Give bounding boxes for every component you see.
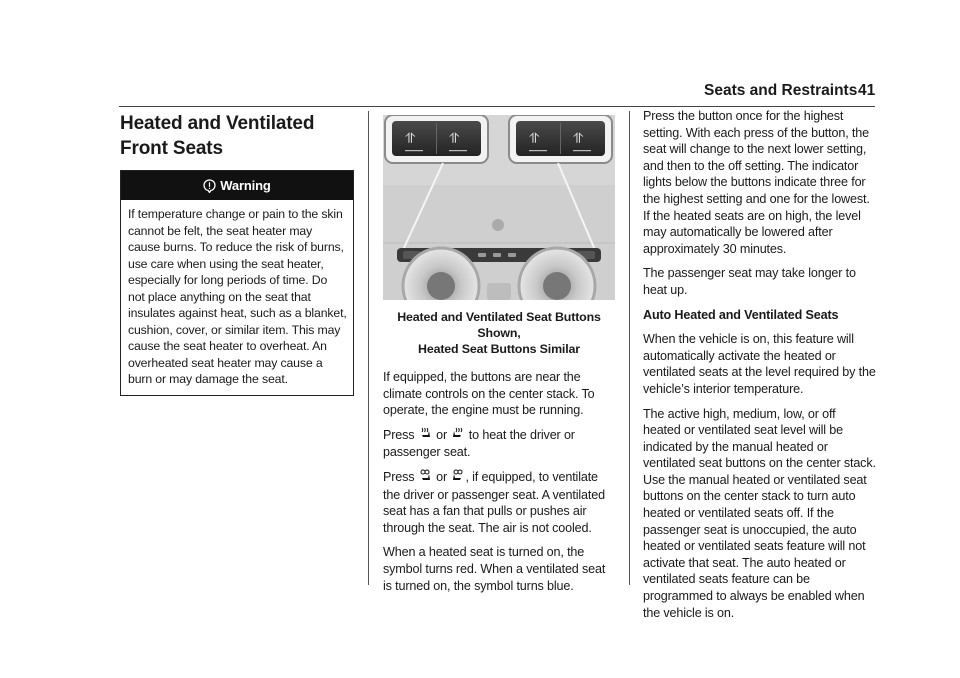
- section-title: Seats and Restraints: [704, 82, 858, 99]
- passenger-ventilated-seat-icon: [452, 469, 463, 487]
- svg-text:⥣: ⥣: [449, 131, 460, 147]
- driver-ventilated-seat-icon: [420, 469, 431, 487]
- svg-text:⥣: ⥣: [573, 131, 584, 147]
- header-rule: [119, 106, 875, 107]
- paragraph-ventilated-press: [383, 469, 615, 536]
- warning-icon: [203, 174, 216, 203]
- paragraph: If equipped, the buttons are near the climate controls on the center stack. To operate, the engine must be running.: [383, 370, 595, 418]
- passenger-heated-seat-icon: [452, 427, 463, 445]
- text-run: Press: [383, 469, 415, 484]
- page-number: 41: [858, 82, 876, 99]
- column-3: [643, 108, 876, 629]
- column-1: [120, 111, 354, 396]
- column-2: [383, 115, 615, 602]
- svg-text:⥣: ⥣: [405, 131, 416, 147]
- figure-caption: [383, 309, 615, 357]
- svg-text:⥣: ⥣: [529, 131, 540, 147]
- text-run: , if equipped, to ventilate the driver or passenger seat. A ventilated seat has a fan that pulls or pushes air through the seat. The air is not cooled.: [383, 469, 605, 535]
- text-run: to heat the driver or passenger seat.: [383, 427, 575, 460]
- driver-heated-seat-icon: [420, 427, 431, 445]
- subheading: Auto Heated and Ventilated Seats: [643, 307, 839, 322]
- text-run: Press: [383, 427, 415, 442]
- warning-box: [120, 170, 354, 396]
- column-divider-1: [368, 111, 369, 585]
- paragraph: When the vehicle is on, this feature will automatically activate the heated or ventilated seats at the level required by the vehicle’s interior temperature.: [643, 332, 876, 396]
- warning-label: Warning: [220, 178, 271, 193]
- paragraph: The active high, medium, low, or off heated or ventilated seat level will be indicated by the manual heated or ventilated seat buttons on the center stack. Use the manual heated or ventilated seat buttons on the center stack to turn auto heated or ventilated seats off. If the passenger seat is unoccupied, the auto heated or ventilated seats feature will not activate that seat. The auto heated or ventilated seats feature can be programmed to always be enabled when the vehicle is on.: [643, 406, 876, 620]
- paragraph: The passenger seat may take longer to heat up.: [643, 266, 856, 297]
- caption-line-1: Heated and Ventilated Seat Buttons Shown,: [397, 310, 601, 340]
- caption-line-2: Heated Seat Buttons Similar: [418, 342, 580, 356]
- text-run: or: [436, 469, 448, 484]
- text-run: or: [436, 427, 448, 442]
- seat-buttons-photo: [383, 115, 615, 300]
- section-heading: Heated and Ventilated Front Seats: [120, 113, 315, 159]
- column-divider-2: [629, 111, 630, 585]
- paragraph: When a heated seat is turned on, the symbol turns red. When a ventilated seat is turned on, the symbol turns blue.: [383, 545, 606, 593]
- paragraph: Press the button once for the highest setting. With each press of the button, the seat will change to the next lower setting, and then to the off setting. The indicator lights below the buttons indicate three for the highest setting and one for the lowest. If the heated seats are on high, the level may automatically be lowered after approximately 30 minutes.: [643, 109, 870, 256]
- paragraph-heated-press: [383, 427, 615, 461]
- warning-header: [121, 171, 353, 200]
- warning-text: If temperature change or pain to the skin cannot be felt, the seat heater may cause burns. To reduce the risk of burns, use care when using the seat heater, especially for long periods of time. Do not place anything on the seat that insulates against heat, such as a blanket, cushion, cover, or similar item. This may cause the seat heater to overheat. An overheated seat heater may cause a burn or may damage the seat.: [128, 207, 347, 386]
